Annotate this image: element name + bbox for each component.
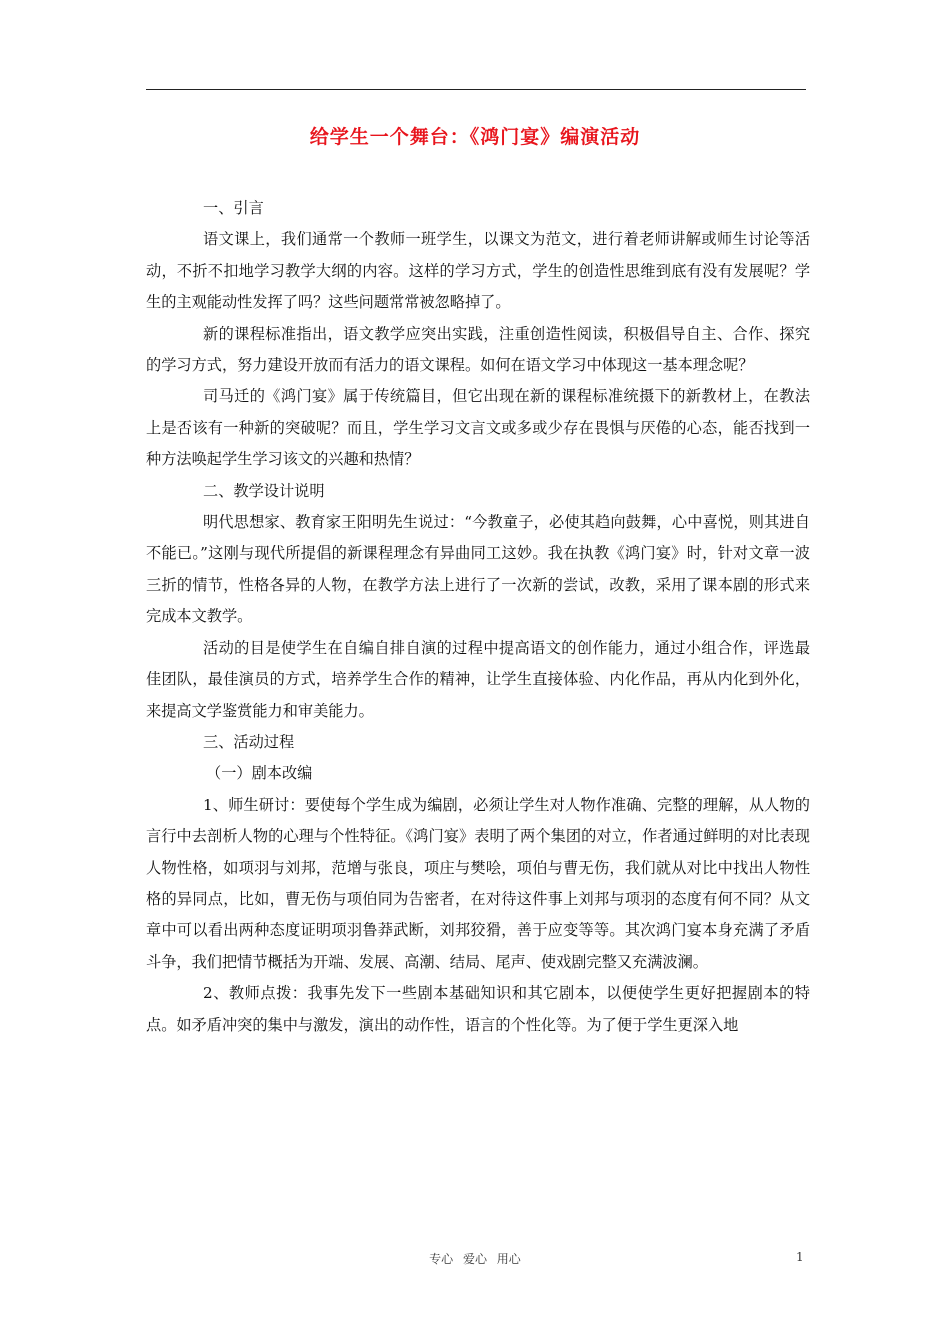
footer-slogan: 专心 爱心 用心 (429, 1252, 521, 1266)
section-heading-intro: 一、引言 (203, 199, 264, 217)
paragraph: 明代思想家、教育家王阳明先生说过：“今教童子，必使其趋向鼓舞，心中喜悦，则其进自不能已。”这刚与现代所提倡的新课程理念有异曲同工这妙。我在执教《鸿门宴》时，针对文章一波三折的情节，性格各异的人物，在教学方法上进行了一次新的尝试，改教，采用了课本剧的形式来完成本文教学。 (146, 513, 810, 626)
page-number: 1 (796, 1250, 804, 1264)
paragraph: 新的课程标准指出，语文教学应突出实践，注重创造性阅读，积极倡导自主、合作、探究的学习方式，努力建设开放而有活力的语文课程。如何在语文学习中体现这一基本理念呢？ (146, 324, 810, 375)
section-heading-process: 三、活动过程 (203, 732, 295, 751)
paragraph: 1、师生研讨：要使每个学生成为编剧，必须让学生对人物作准确、完整的理解，从人物的言行中去剖析人物的心理与个性特征。《鸿门宴》表明了两个集团的对立，作者通过鲜明的对比表现人物性格，如项羽与刘邦，范增与张良，项庄与樊哙，项伯与曹无伤，我们就从对比中找出人物性格的异同点，比如，曹无伤与项伯同为告密者，在对待这件事上刘邦与项羽的态度有何不同？从文章中可以看出两种态度证明项羽鲁莽武断，刘邦狡猾，善于应变等等。其次鸿门宴本身充满了矛盾斗争，我们把情节概括为开端、发展、高潮、结局、尾声、使戏剧完整又充满波澜。 (146, 795, 810, 971)
paragraph: 活动的目是使学生在自编自排自演的过程中提高语文的创作能力，通过小组合作，评选最佳团队，最佳演员的方式，培养学生合作的精神，让学生直接体验、内化作品，再从内化到外化，来提高文学鉴赏能力和审美能力。 (146, 638, 810, 720)
subsection-heading: （一）剧本改编 (206, 764, 313, 783)
paragraph: 司马迁的《鸿门宴》属于传统篇目，但它出现在新的课程标准统摄下的新教材上，在教法上是否该有一种新的突破呢？而且，学生学习文言文或多或少存在畏惧与厌倦的心态，能否找到一种方法唤起学生学习该文的兴趣和热情？ (146, 387, 810, 469)
header-rule (146, 89, 806, 90)
document-body (146, 193, 810, 1041)
document-title: 给学生一个舞台：《鸿门宴》编演活动 (309, 126, 641, 148)
paragraph: 语文课上，我们通常一个教师一班学生，以课文为范文，进行着老师讲解或师生讨论等活动，不折不扣地学习教学大纲的内容。这样的学习方式，学生的创造性思维到底有没有发展呢？学生的主观能动性发挥了吗？这些问题常常被忽略掉了。 (146, 230, 810, 312)
section-heading-design: 二、教学设计说明 (203, 481, 325, 500)
paragraph: 2、教师点拨：我事先发下一些剧本基础知识和其它剧本，以便使学生更好把握剧本的特点。如矛盾冲突的集中与激发，演出的动作性，语言的个性化等。为了便于学生更深入地 (146, 984, 810, 1034)
